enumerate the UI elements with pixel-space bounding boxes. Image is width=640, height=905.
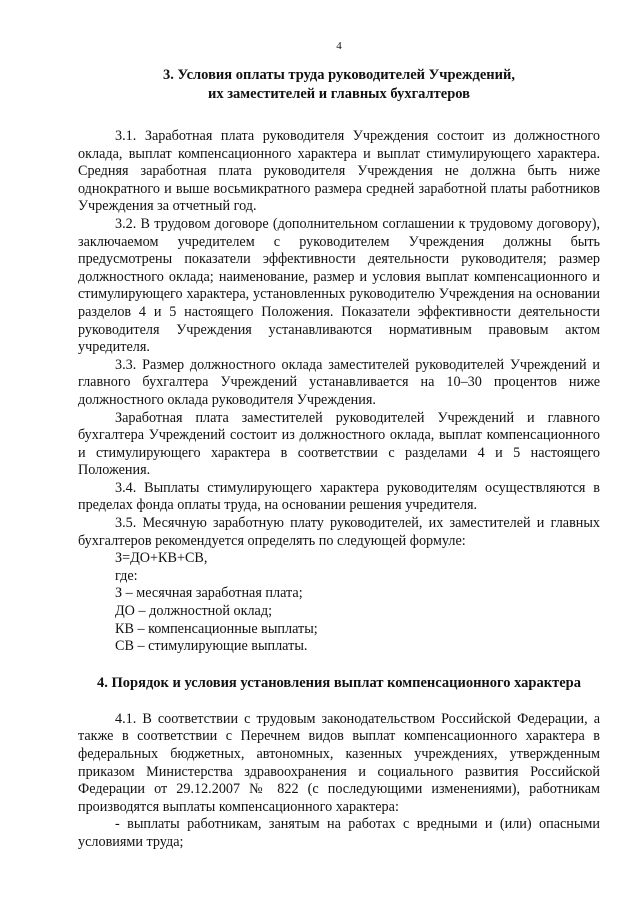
section-3-title-line-2: их заместителей и главных бухгалтеров — [207, 86, 471, 102]
section-3-title — [78, 66, 600, 104]
paragraph-3-1: 3.1. Заработная плата руководителя Учреждения состоит из должностного оклада, выплат компенсационного характера и выплат стимулирующего характера. Средняя заработная плата руководителя Учреждения не должна быть ниже однократного и выше восьмикратного размера средней заработной платы работников Учреждения за отчетный год. — [78, 128, 600, 215]
formula: З=ДО+КВ+СВ, — [115, 550, 208, 567]
formula-where: где: — [115, 567, 138, 584]
paragraph-3-2: 3.2. В трудовом договоре (дополнительном соглашении к трудовому договору), заключаемом учредителем с руководителем Учреждения должны быть предусмотрены показатели эффективности деятельности руководителя; размер должностного оклада; наименование, размер и условия выплат компенсационного и стимулирующего характера, установленных руководителю Учреждения на основании разделов 4 и 5 настоящего Положения. Показатели эффективности деятельности руководителя Учреждения устанавливаются нормативным правовым актом учредителя. — [78, 215, 600, 356]
list-item: - выплаты работникам, занятым на работах с вредными и (или) опасными условиями труда; — [78, 816, 600, 850]
formula-term-sv: СВ – стимулирующие выплаты. — [115, 638, 308, 655]
formula-term-do: ДО – должностной оклад; — [115, 603, 273, 620]
page-number: 4 — [336, 40, 342, 52]
paragraph-3-3: 3.3. Размер должностного оклада заместителей руководителей Учреждений и главного бухгалтера Учреждений устанавливается на 10–30 процентов ниже должностного оклада руководителя Учреждения. — [78, 356, 600, 408]
section-4-title: 4. Порядок и условия установления выплат компенсационного характера — [97, 674, 581, 691]
paragraph-3-3-continued: Заработная плата заместителей руководителей Учреждений и главного бухгалтера Учреждений состоит из должностного оклада, выплат компенсационного и стимулирующего характера в соответствии с разделами 4 и 5 настоящего Положения. — [78, 409, 600, 479]
paragraph-3-4: 3.4. Выплаты стимулирующего характера руководителям осуществляются в пределах фонда оплаты труда, на основании решения учредителя. — [78, 479, 600, 514]
formula-term-kv: КВ – компенсационные выплаты; — [115, 620, 318, 637]
paragraph-4-1: 4.1. В соответствии с трудовым законодательством Российской Федерации, а также в соответствии с Перечнем видов выплат компенсационного характера в федеральных бюджетных, автономных, казенных учреждениях, утвержденным приказом Министерства здравоохранения и социального развития Российской Федерации от 29.12.2007 № 822 (с последующими изменениями), работникам производятся выплаты компенсационного характера: — [78, 710, 600, 815]
formula-term-z: З – месячная заработная плата; — [115, 585, 303, 602]
paragraph-3-5: 3.5. Месячную заработную плату руководителей, их заместителей и главных бухгалтеров рекомендуется определять по следующей формуле: — [78, 515, 600, 549]
section-3-title-line-1: 3. Условия оплаты труда руководителей Учреждений, — [163, 67, 515, 83]
